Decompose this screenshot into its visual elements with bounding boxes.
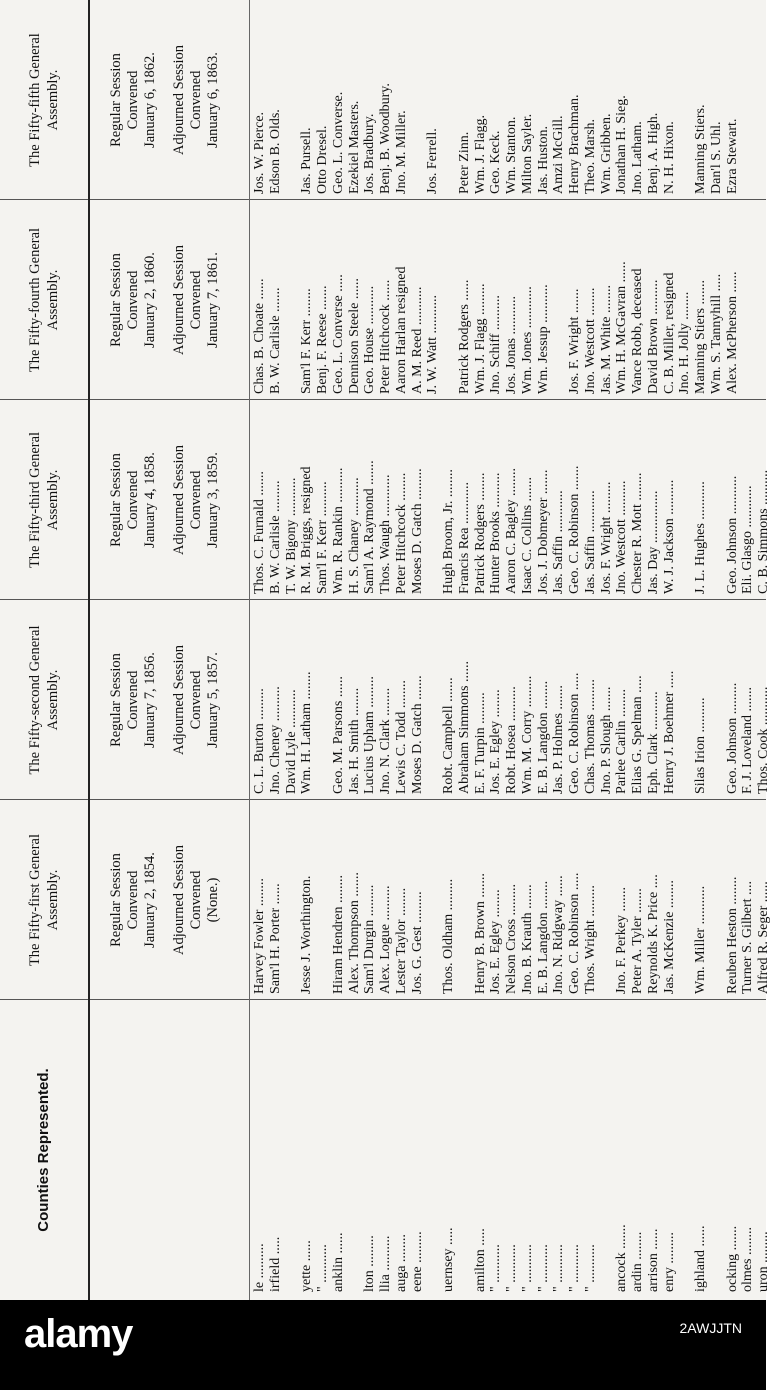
member-entry: Reynolds K. Price ....	[645, 874, 661, 994]
member-list	[250, 600, 771, 800]
member-entry: Isaac C. Collins .......	[519, 476, 535, 594]
member-entry: J. W. Watt ...........	[425, 295, 441, 394]
adjourned-date: (None.)	[205, 877, 221, 923]
adjourned-date: January 6, 1863.	[205, 52, 221, 148]
member-entry: Geo. Johnson .........	[724, 682, 740, 794]
member-entry: Geo. Keck.	[488, 130, 504, 194]
county-entry: " ...........	[488, 1244, 504, 1292]
regular-convened: Convened	[125, 470, 141, 530]
member-entry: Jno. M. Miller.	[393, 110, 409, 194]
session-info	[90, 400, 249, 600]
member-entry: Amzi McGill.	[551, 115, 567, 194]
member-entry	[599, 806, 615, 994]
member-list	[250, 0, 766, 200]
member-entry	[441, 6, 457, 194]
member-entry	[457, 806, 473, 994]
member-entry: Jas. P. Holmes .......	[551, 685, 567, 794]
member-entry	[677, 806, 693, 994]
member-entry: Moses D. Gatch .......	[409, 675, 425, 794]
member-entry: Robt. Campbell .......	[441, 677, 456, 794]
table-header-row	[0, 0, 90, 1300]
member-entry: E. F. Turpin .........	[472, 692, 488, 794]
county-entry	[709, 1008, 725, 1292]
member-entry: Wm. Stanton.	[504, 116, 519, 194]
county-entry: ighland ......	[693, 1225, 708, 1292]
county-entry: olmes ........	[740, 1227, 756, 1292]
member-entry	[410, 6, 426, 194]
member-entry: Jas. H. Smith ........	[346, 687, 362, 794]
member-entry	[709, 606, 725, 794]
adjourned-convened: Convened	[188, 70, 204, 130]
member-entry: Alex. McPherson ......	[724, 271, 740, 394]
adjourned-date: January 7, 1861.	[205, 252, 221, 348]
member-entry: David Brown ..........	[645, 279, 661, 394]
member-entry: Thos. Wright .........	[582, 885, 598, 994]
member-entry: Jno. Westcott ..........	[614, 480, 630, 594]
member-entry: Alex. Logue ..........	[378, 885, 393, 994]
member-entry: Jos. F. Wright .........	[598, 481, 614, 594]
regular-session-label: Regular Session	[108, 853, 124, 947]
regular-date: January 2, 1854.	[142, 852, 158, 948]
county-entry	[457, 1008, 473, 1292]
member-entry: Peter Hitchcock ......	[378, 279, 393, 394]
member-entry: Jno. Schiff ..........	[488, 295, 504, 394]
county-entry: eene .........	[409, 1231, 425, 1292]
session-info	[90, 600, 249, 800]
member-entry: Thos. Cook ...........	[756, 686, 771, 794]
adjourned-convened: Convened	[188, 870, 204, 930]
member-entry	[425, 406, 441, 594]
member-entry: Geo. L. Converse.	[330, 91, 346, 194]
member-entry	[284, 6, 300, 194]
county-entry: auga ........	[393, 1234, 409, 1292]
member-entry: Patrick Rodgers ........	[472, 472, 488, 594]
member-entry: A. M. Reed ...........	[409, 286, 425, 394]
member-entry	[709, 806, 725, 994]
member-entry: Wm. Miller ...........	[693, 885, 708, 994]
member-entry: Sam'l A. Raymond .......	[362, 460, 378, 594]
county-entry: le ..........	[252, 1243, 267, 1292]
member-entry: Jos. Ferrell.	[425, 128, 441, 194]
county-entry	[284, 1008, 300, 1292]
county-entry: " ...........	[315, 1244, 330, 1292]
member-entry: Sam'l H. Porter ......	[267, 883, 283, 994]
adjourned-session-label: Adjourned Session	[171, 45, 187, 155]
member-entry: Jos. E. Egley ........	[488, 889, 504, 994]
regular-convened: Convened	[125, 70, 141, 130]
member-entry: Jno. P. Slough .......	[598, 686, 614, 794]
member-entry: Jesse J. Worthington.	[299, 875, 315, 994]
member-entry: E. B. Langdon ........	[535, 680, 551, 794]
member-entry: Dan'l S. Uhl.	[708, 121, 724, 194]
counties-header: Counties Represented.	[35, 1068, 52, 1232]
regular-session-label: Regular Session	[108, 653, 124, 747]
member-entry: Peter Zinn.	[456, 131, 472, 194]
regular-date: January 2, 1860.	[142, 252, 158, 348]
member-entry: Wm. Jones ............	[519, 286, 535, 394]
session-row	[90, 0, 250, 1300]
county-entry: uron .........	[756, 1231, 771, 1292]
member-entry: Henry J. Boehmer .....	[661, 670, 677, 794]
county-entry: " ...........	[504, 1244, 519, 1292]
member-entry: J. L. Hughes ...........	[693, 481, 708, 594]
county-list	[250, 1000, 771, 1300]
assembly-title: The Fifty-second General Assembly.	[27, 625, 61, 775]
member-entry: Jas. Day ...............	[645, 490, 661, 594]
county-entry	[425, 1008, 441, 1292]
county-entry: " ...........	[519, 1244, 535, 1292]
member-entry: Wm. H. Latham ........	[299, 671, 315, 794]
member-entry: Turner S. Gilbert ....	[740, 880, 756, 994]
member-entry: Geo. C. Robinson .......	[567, 465, 582, 594]
county-entry: amilton .....	[472, 1228, 488, 1292]
member-entry: Abraham Simmons ......	[456, 661, 472, 794]
member-entry: Chester R. Mott ........	[630, 472, 645, 594]
member-entry: Jos. J. Dobmeyer .......	[535, 469, 551, 594]
member-entry: Geo. L. Converse .....	[330, 274, 346, 394]
member-entry: Hiram Hendren ........	[330, 875, 346, 994]
county-entry: anklin ......	[330, 1232, 346, 1292]
member-entry: Jno. N. Ridgway ......	[551, 875, 567, 994]
member-entry: Geo. Johnson ...........	[724, 475, 740, 594]
regular-session-label: Regular Session	[108, 53, 124, 147]
member-entry: Hugh Broom, Jr. ........	[441, 469, 456, 594]
member-entry: Hunter Brooks ..........	[488, 472, 504, 594]
member-entry: Silas Irion ..........	[693, 697, 708, 794]
member-entry: Parlee Carlin ........	[614, 689, 630, 794]
member-entry: Benj. A. High.	[645, 112, 661, 194]
member-entry	[284, 806, 300, 994]
member-entry: B. W. Carlisle .......	[267, 287, 283, 394]
member-entry: Wm. J. Flagg .........	[472, 283, 488, 394]
member-entry: Wm. R. Rankin ..........	[330, 467, 346, 594]
member-entry: Lester Taylor ........	[393, 887, 409, 994]
member-entry: Jas. M. White ........	[598, 284, 614, 394]
member-entry: W. J. Jackson ..........	[661, 479, 677, 594]
member-entry: Benj. B. Woodbury.	[378, 83, 393, 194]
member-entry: Geo. M. Parsons ......	[330, 676, 346, 794]
member-entry: Lewis C. Todd ........	[393, 680, 409, 794]
county-entry: ancock .......	[614, 1224, 630, 1292]
member-entry: Alex. Thompson .......	[346, 872, 362, 994]
session-info	[90, 0, 249, 200]
member-entry: Otto Dresel.	[315, 125, 330, 194]
member-entry: Eli. Glasgo ............	[740, 485, 756, 594]
member-list	[250, 200, 766, 400]
member-entry	[677, 606, 693, 794]
member-entry: Jas. Huston.	[535, 125, 551, 194]
alamy-logo: alamy	[24, 1312, 133, 1356]
member-entry	[441, 206, 457, 394]
member-entry: Theo. Marsh.	[582, 118, 598, 194]
member-entry: Jas. Saffin ............	[582, 490, 598, 594]
member-entry: Jonathan H. Sieg.	[614, 95, 630, 194]
member-entry: Benj. F. Reese .......	[315, 285, 330, 394]
member-entry: Harvey Fowler ........	[252, 878, 267, 994]
member-entry: Francis Rea ............	[456, 482, 472, 594]
member-entry: Jos. E. Egley ........	[488, 689, 504, 794]
county-entry: " ...........	[567, 1244, 582, 1292]
member-entry: H. S. Chaney ...........	[346, 477, 362, 594]
member-entry: Thos. C. Furnald .......	[252, 471, 267, 594]
member-entry: Nelson Cross .........	[504, 883, 519, 994]
member-entry: Wm. Gribben.	[598, 113, 614, 194]
member-entry: Geo. C. Robinson .....	[567, 872, 582, 994]
member-entry: Vance Robb, deceased	[630, 268, 645, 394]
member-entry: Manning Stiers.	[693, 104, 708, 194]
county-entry: enry .........	[661, 1232, 677, 1292]
member-entry: Sam'l F. Kerr ..........	[315, 481, 330, 594]
adjourned-session-label: Adjourned Session	[171, 445, 187, 555]
county-entry: " ...........	[582, 1244, 598, 1292]
member-rows	[250, 0, 771, 1300]
member-entry: C. L. Burton .........	[252, 688, 267, 794]
member-entry: Jas. McKenzie ........	[661, 880, 677, 994]
image-id: 2AWJJTN	[679, 1320, 742, 1336]
member-entry: R. M. Briggs, resigned	[299, 466, 315, 594]
member-entry: Jno. B. Krauth .......	[519, 884, 535, 994]
member-entry	[315, 806, 331, 994]
assembly-title: The Fifty-first General Assembly.	[27, 833, 61, 967]
adjourned-convened: Convened	[188, 270, 204, 330]
member-entry: Sam'l F. Kerr ........	[299, 288, 315, 394]
member-entry: Wm. M. Corry .........	[519, 675, 535, 794]
member-entry: Henry B. Brown .......	[472, 873, 488, 994]
regular-session-label: Regular Session	[108, 253, 124, 347]
member-entry: Reuben Heston ........	[724, 876, 740, 994]
session-info	[90, 200, 249, 400]
member-entry: Jas. Pursell.	[299, 127, 315, 194]
member-entry: Manning Stiers .......	[693, 280, 708, 394]
assembly-title: The Fifty-fifth General Assembly.	[27, 33, 61, 167]
member-entry: Peter A. Tyler .......	[630, 888, 645, 994]
member-entry: Thos. Waugh ............	[378, 474, 393, 594]
member-entry: Jos. Jonas ...........	[504, 295, 519, 394]
member-entry: Wm. H. McGavran ......	[614, 261, 630, 394]
member-entry: Aaron Harlan resigned	[393, 266, 409, 394]
assembly-title: The Fifty-fourth General Assembly.	[27, 227, 61, 373]
member-list	[250, 800, 771, 1000]
member-entry: Chas. Thomas .........	[582, 679, 598, 794]
assembly-title: The Fifty-third General Assembly.	[27, 431, 61, 569]
member-entry: Jos. W. Pierce.	[252, 111, 267, 194]
member-entry: Jno. Westcott ........	[582, 287, 598, 394]
member-entry	[425, 606, 441, 794]
member-entry: Wm. J. Flagg.	[472, 115, 488, 194]
member-entry: Wm. S. Tannyhill .....	[708, 273, 724, 394]
county-entry	[347, 1008, 363, 1292]
member-entry	[677, 6, 693, 194]
member-entry	[315, 606, 331, 794]
member-entry: Chas. B. Choate ......	[252, 278, 267, 394]
member-entry: Thos. Oldham .........	[441, 878, 456, 994]
member-entry: Lucius Upham .........	[362, 676, 378, 794]
adjourned-session-label: Adjourned Session	[171, 245, 187, 355]
county-entry	[599, 1008, 615, 1292]
member-entry	[709, 406, 725, 594]
regular-convened: Convened	[125, 870, 141, 930]
member-entry: Jno. F. Perkey .......	[614, 887, 630, 994]
member-entry: F. J. Loveland .......	[740, 687, 756, 794]
member-entry: Sam'l Durgin .........	[362, 884, 378, 994]
member-entry	[284, 206, 300, 394]
member-entry: Robt. Hosea ..........	[504, 686, 519, 794]
member-entry: Peter Hitchcock ........	[393, 472, 409, 594]
member-entry: Wm. Jessup ...........	[535, 284, 551, 394]
member-entry: David Lyle ...........	[283, 689, 299, 794]
member-entry	[677, 406, 693, 594]
member-entry: Ezra Stewart.	[724, 118, 740, 194]
county-entry: yette ......	[299, 1240, 315, 1292]
adjourned-convened: Convened	[188, 470, 204, 530]
member-entry: Dennison Steele ......	[346, 278, 362, 394]
member-entry: B. W. Carlisle .........	[267, 480, 283, 594]
member-entry: C. B. Simmons ..........	[756, 469, 771, 594]
member-entry: Jno. Latham.	[630, 121, 645, 194]
regular-date: January 7, 1856.	[142, 652, 158, 748]
regular-convened: Convened	[125, 670, 141, 730]
member-entry: C. B. Miller, resigned	[661, 272, 677, 394]
county-entry: " ...........	[551, 1244, 567, 1292]
member-entry: T. W. Bigony ...........	[283, 477, 299, 594]
member-entry: Ezekiel Masters.	[346, 100, 362, 194]
adjourned-session-label: Adjourned Session	[171, 845, 187, 955]
member-entry: Jos. Bradbury.	[362, 113, 378, 194]
member-entry: Patrick Rodgers ......	[456, 279, 472, 394]
member-entry: N. H. Hixon.	[661, 121, 677, 194]
county-entry: ardin ........	[630, 1231, 645, 1292]
member-entry: Jno. H. Jolly ........	[677, 291, 693, 394]
adjourned-session-label: Adjourned Session	[171, 645, 187, 755]
member-entry: Alfred R. Seger ......	[756, 881, 771, 994]
member-entry: Geo. House ...........	[362, 285, 378, 394]
county-entry: arrison ......	[645, 1228, 661, 1292]
member-entry	[551, 206, 567, 394]
member-entry: Henry Brachman.	[567, 94, 582, 194]
member-entry: Geo. C. Robinson .....	[567, 672, 582, 794]
county-entry: llia ..........	[378, 1235, 393, 1292]
member-entry: Edson B. Olds.	[267, 109, 283, 194]
regular-session-label: Regular Session	[108, 453, 124, 547]
county-entry: ocking .......	[724, 1225, 740, 1292]
county-entry: " ...........	[535, 1244, 551, 1292]
member-entry: Aaron C. Bagley ........	[504, 468, 519, 594]
member-entry: Elias G. Spelman .....	[630, 675, 645, 794]
member-entry: Jno. Cheney ..........	[267, 686, 283, 794]
county-entry: uernsey .....	[441, 1227, 456, 1292]
county-entry: lton .........	[362, 1235, 378, 1292]
member-entry: Jos. F. Wright .......	[567, 288, 582, 394]
adjourned-convened: Convened	[188, 670, 204, 730]
member-entry: Jos. G. Gest .........	[409, 891, 425, 994]
county-entry	[677, 1008, 693, 1292]
member-entry: E. B. Langdon ........	[535, 880, 551, 994]
member-entry	[425, 806, 441, 994]
session-info	[90, 800, 249, 1000]
member-entry: Jas. Saffin ............	[551, 490, 567, 594]
adjourned-date: January 3, 1859.	[205, 452, 221, 548]
member-list	[250, 400, 771, 600]
member-entry: Moses D. Gatch .........	[409, 468, 425, 594]
regular-date: January 4, 1858.	[142, 452, 158, 548]
regular-date: January 6, 1862.	[142, 52, 158, 148]
regular-convened: Convened	[125, 270, 141, 330]
county-entry: irfield .....	[267, 1236, 283, 1292]
adjourned-date: January 5, 1857.	[205, 652, 221, 748]
member-entry: Eph. Clark ...........	[645, 691, 661, 794]
member-entry: Milton Sayler.	[519, 113, 535, 194]
member-entry: Jno. N. Clark ........	[378, 687, 393, 794]
